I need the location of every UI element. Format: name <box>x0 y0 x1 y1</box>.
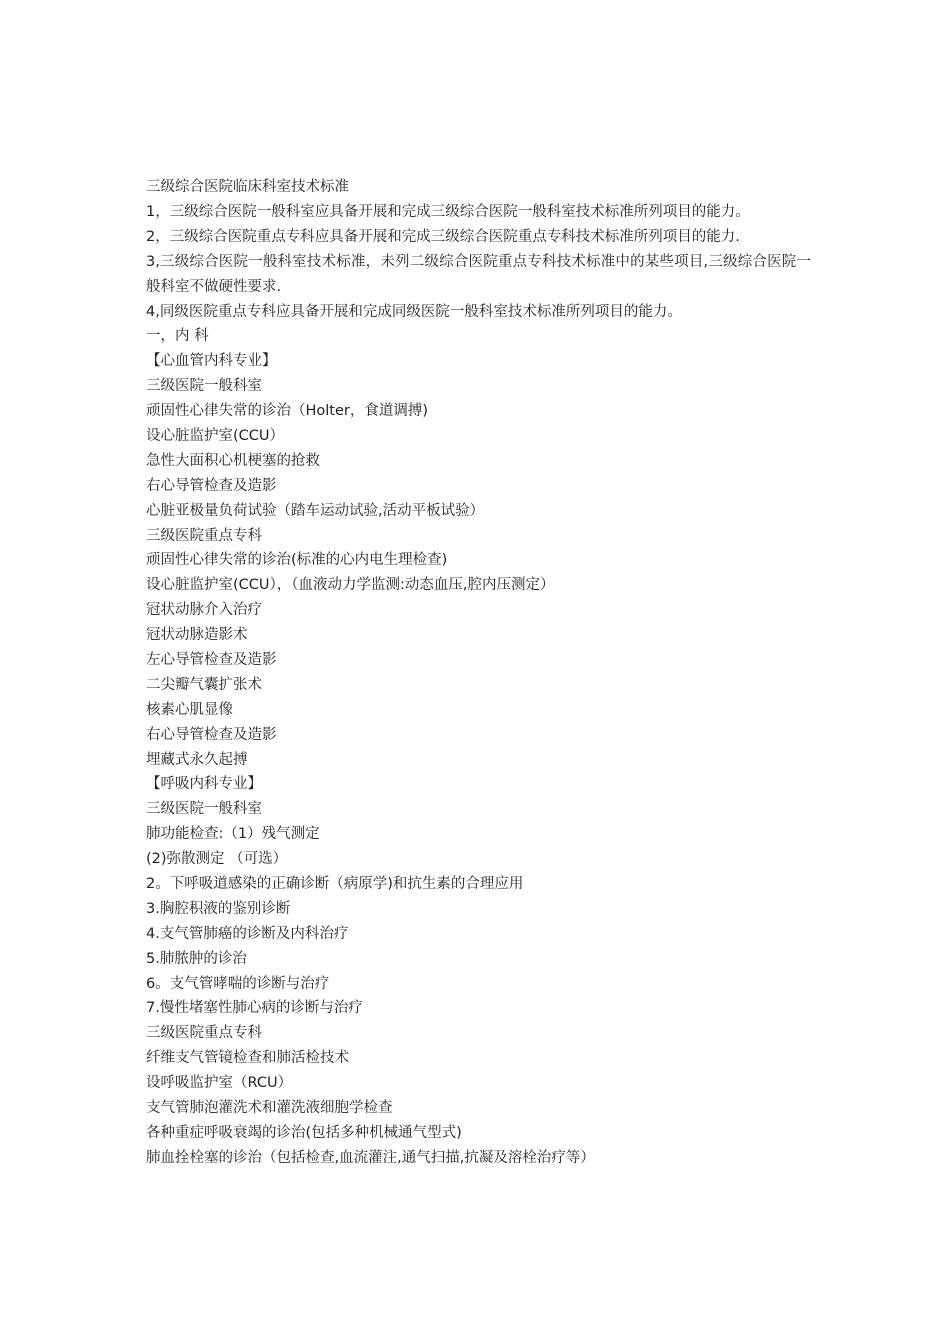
list-item: 纤维支气管镜检查和肺活检技术 <box>146 1050 349 1067</box>
list-item: (2)弥散测定 （可选） <box>146 851 288 868</box>
list-item: 肺血拴栓塞的诊治（包括检查,血流灌注,通气扫描,抗凝及溶栓治疗等） <box>146 1149 595 1166</box>
list-item: 6。支气管哮喘的诊断与治疗 <box>146 975 330 992</box>
list-item: 冠状动脉造影术 <box>146 627 248 644</box>
section-heading: 一，内 科 <box>146 328 209 345</box>
subsection-heading: 【心血管内科专业】 <box>146 353 277 370</box>
intro-paragraph-4: 4,同级医院重点专科应具备开展和完成同级医院一般科室技术标准所列项目的能力。 <box>146 303 682 320</box>
list-item: 各种重症呼吸衰竭的诊治(包括多种机械通气型式) <box>146 1124 462 1141</box>
list-item: 右心导管检查及造影 <box>146 726 277 743</box>
list-item: 顽固性心律失常的诊治(标准的心内电生理检查) <box>146 552 448 569</box>
list-item: 设心脏监护室(CCU），（血液动力学监测:动态血压,腔内压测定） <box>146 577 555 594</box>
list-item: 设心脏监护室(CCU） <box>146 427 285 444</box>
list-item: 支气管肺泡灌洗术和灌洗液细胞学检查 <box>146 1100 393 1117</box>
intro-paragraph-2: 2，三级综合医院重点专科应具备开展和完成三级综合医院重点专科技术标准所列项目的能力. <box>146 228 740 245</box>
list-item: 5.肺脓肿的诊治 <box>146 950 247 967</box>
list-item: 肺功能检查:（1）残气测定 <box>146 826 320 843</box>
list-item: 4.支气管肺癌的诊断及内科治疗 <box>146 925 349 942</box>
list-item: 心脏亚极量负荷试验（踏车运动试验,活动平板试验） <box>146 502 485 519</box>
category-heading: 三级医院一般科室 <box>146 801 262 818</box>
list-item: 左心导管检查及造影 <box>146 652 277 668</box>
document-title: 三级综合医院临床科室技术标准 <box>146 179 349 195</box>
list-item: 核素心肌显像 <box>146 701 233 718</box>
list-item: 急性大面积心机梗塞的抢救 <box>146 452 320 469</box>
list-item: 二尖瓣气囊扩张术 <box>146 676 262 693</box>
list-item: 设呼吸监护室（RCU） <box>146 1075 293 1092</box>
list-item: 3.胸腔积液的鉴别诊断 <box>146 900 291 917</box>
list-item: 右心导管检查及造影 <box>146 477 277 494</box>
list-item: 埋藏式永久起搏 <box>146 751 248 768</box>
intro-paragraph-3: 3,三级综合医院一般科室技术标准，未列二级综合医院重点专科技术标准中的某些项目,三级综合医院一般科室不做硬性要求. <box>146 253 811 295</box>
category-heading: 三级医院一般科室 <box>146 378 262 395</box>
list-item: 冠状动脉介入治疗 <box>146 602 262 619</box>
category-heading: 三级医院重点专科 <box>146 527 262 544</box>
intro-paragraph-1: 1，三级综合医院一般科室应具备开展和完成三级综合医院一般科室技术标准所列项目的能力。 <box>146 203 750 220</box>
list-item: 顽固性心律失常的诊治（Holter，食道调搏) <box>146 403 429 420</box>
category-heading: 三级医院重点专科 <box>146 1025 262 1042</box>
list-item: 7.慢性堵塞性肺心病的诊断与治疗 <box>146 1000 363 1017</box>
subsection-heading: 【呼吸内科专业】 <box>146 776 262 793</box>
list-item: 2。下呼吸道感染的正确诊断（病原学)和抗生素的合理应用 <box>146 876 524 893</box>
document-page <box>146 175 811 1171</box>
